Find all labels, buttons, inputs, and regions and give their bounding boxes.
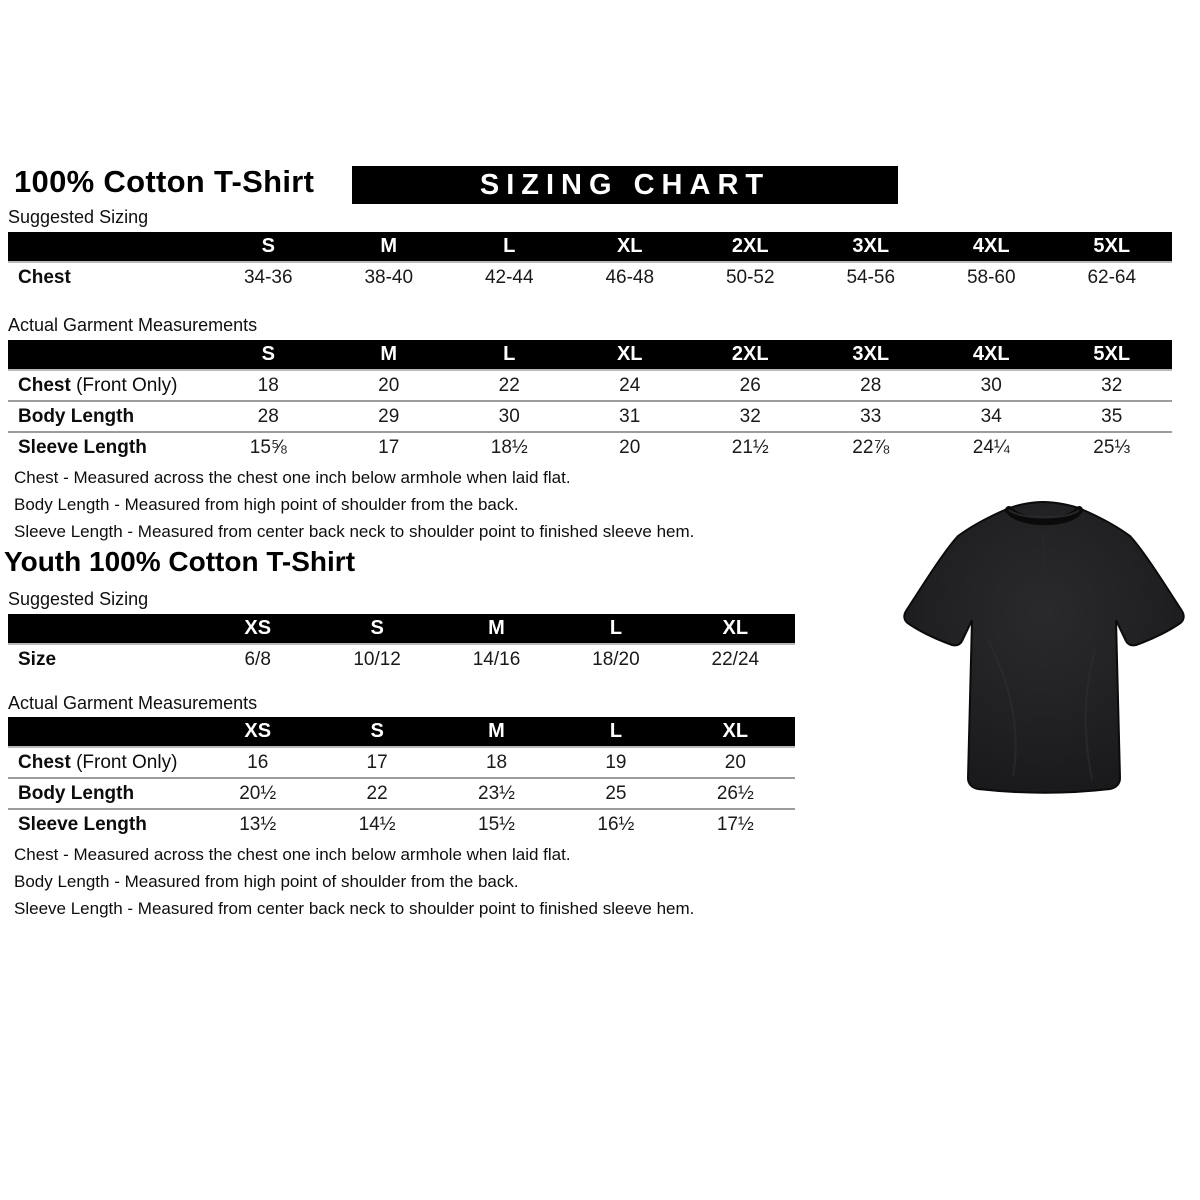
note-line: Chest - Measured across the chest one inch below armhole when laid flat. xyxy=(14,468,571,487)
row-label xyxy=(8,649,198,671)
table-cell: 35 xyxy=(1101,405,1123,427)
adult-suggested-sizing-table xyxy=(8,232,1172,292)
column-header: 2XL xyxy=(731,235,769,257)
table-cell: 34 xyxy=(980,405,1002,427)
note-line: Body Length - Measured from high point of shoulder from the back. xyxy=(14,495,519,514)
table-cell: 32 xyxy=(1101,374,1123,396)
column-header: 4XL xyxy=(972,343,1010,365)
table-row xyxy=(8,777,795,808)
column-header: L xyxy=(609,617,623,639)
table-cell: 24¼ xyxy=(972,436,1010,458)
row-label xyxy=(8,437,208,459)
table-cell: 50-52 xyxy=(725,266,775,288)
adult-actual-measurements-table xyxy=(8,340,1172,462)
table-cell: 19 xyxy=(605,751,627,773)
table-cell: 22 xyxy=(498,374,520,396)
table-cell: 20 xyxy=(378,374,400,396)
row-label-text: Body Length xyxy=(18,782,135,804)
table-cell: 42-44 xyxy=(484,266,534,288)
table-cell: 14/16 xyxy=(472,648,521,670)
table-cell: 30 xyxy=(980,374,1002,396)
column-header: S xyxy=(261,235,275,257)
column-header: 3XL xyxy=(852,235,890,257)
black-tshirt-icon xyxy=(893,490,1193,800)
table-cell: 28 xyxy=(257,405,279,427)
table-cell: 31 xyxy=(619,405,641,427)
youth-title: Youth 100% Cotton T-Shirt xyxy=(4,546,356,577)
row-label-text: Chest xyxy=(18,266,71,288)
table-cell: 21½ xyxy=(731,436,769,458)
row-label-suffix: (Front Only) xyxy=(70,374,178,396)
table-cell: 10/12 xyxy=(353,648,401,670)
youth-measurement-notes xyxy=(14,841,694,922)
column-header: S xyxy=(370,617,384,639)
table-cell: 25⅓ xyxy=(1093,436,1131,458)
row-label-text: Sleeve Length xyxy=(18,436,147,458)
table-cell: 22⅞ xyxy=(852,436,890,458)
table-header-row xyxy=(8,340,1172,371)
column-header: L xyxy=(503,343,516,365)
table-cell: 17½ xyxy=(716,813,754,835)
table-row xyxy=(8,748,795,777)
section-label-suggested-sizing: Suggested Sizing xyxy=(8,589,149,609)
table-cell: 33 xyxy=(860,405,882,427)
column-header: XL xyxy=(722,617,749,639)
table-header-row xyxy=(8,614,795,645)
table-cell: 28 xyxy=(860,374,882,396)
table-cell: 22/24 xyxy=(711,648,760,670)
table-row xyxy=(8,645,795,674)
table-cell: 17 xyxy=(378,436,400,458)
row-label-text: Sleeve Length xyxy=(18,813,147,835)
column-header: 5XL xyxy=(1093,235,1131,257)
table-cell: 25 xyxy=(605,782,627,804)
row-label-text: Size xyxy=(18,648,57,670)
table-row xyxy=(8,400,1172,431)
row-label xyxy=(8,406,208,428)
table-cell: 15½ xyxy=(478,813,515,835)
table-cell: 46-48 xyxy=(605,266,655,288)
section-label-actual-measurements: Actual Garment Measurements xyxy=(8,693,258,713)
table-cell: 32 xyxy=(739,405,761,427)
table-cell: 26½ xyxy=(716,782,754,804)
section-label-actual-measurements: Actual Garment Measurements xyxy=(8,315,258,335)
column-header: 3XL xyxy=(852,343,890,365)
column-header: M xyxy=(380,235,398,257)
table-cell: 14½ xyxy=(358,813,396,835)
row-label xyxy=(8,375,208,397)
column-header: XS xyxy=(244,720,272,742)
table-cell: 20 xyxy=(619,436,641,458)
table-cell: 29 xyxy=(378,405,400,427)
column-header: M xyxy=(488,720,505,742)
table-cell: 38-40 xyxy=(364,266,414,288)
column-header: XS xyxy=(244,617,272,639)
table-cell: 13½ xyxy=(239,813,277,835)
table-cell: 18½ xyxy=(490,436,528,458)
row-label-suffix: (Front Only) xyxy=(70,751,178,773)
youth-suggested-sizing-table xyxy=(8,614,795,674)
table-cell: 6/8 xyxy=(244,648,271,670)
column-header: 4XL xyxy=(972,235,1010,257)
table-row xyxy=(8,371,1172,400)
table-row xyxy=(8,808,795,839)
table-row xyxy=(8,431,1172,462)
column-header: XL xyxy=(722,720,749,742)
row-label xyxy=(8,783,198,805)
adult-measurement-notes xyxy=(14,464,694,545)
note-line: Sleeve Length - Measured from center back neck to shoulder point to finished sleeve hem. xyxy=(14,522,695,541)
column-header: S xyxy=(370,720,384,742)
table-cell: 62-64 xyxy=(1087,266,1137,288)
table-cell: 34-36 xyxy=(243,266,293,288)
tshirt-image xyxy=(893,490,1193,800)
table-header-row xyxy=(8,232,1172,263)
table-cell: 18 xyxy=(257,374,279,396)
table-cell: 30 xyxy=(498,405,520,427)
table-cell: 18 xyxy=(485,751,508,773)
row-label-text: Chest xyxy=(18,751,71,773)
table-cell: 24 xyxy=(619,374,641,396)
table-cell: 16 xyxy=(247,751,269,773)
column-header: 5XL xyxy=(1093,343,1131,365)
table-cell: 20½ xyxy=(239,782,277,804)
column-header: XL xyxy=(616,235,643,257)
table-cell: 22 xyxy=(366,782,388,804)
table-header-row xyxy=(8,717,795,748)
column-header: M xyxy=(488,617,505,639)
table-cell: 54-56 xyxy=(846,266,896,288)
row-label xyxy=(8,267,208,289)
column-header: L xyxy=(609,720,623,742)
column-header: XL xyxy=(616,343,643,365)
row-label-text: Body Length xyxy=(18,405,135,427)
note-line: Chest - Measured across the chest one inch below armhole when laid flat. xyxy=(14,845,571,864)
row-label-text: Chest xyxy=(18,374,71,396)
note-line: Body Length - Measured from high point of shoulder from the back. xyxy=(14,872,519,891)
column-header: S xyxy=(261,343,275,365)
page-title: 100% Cotton T-Shirt xyxy=(14,164,315,199)
section-label-suggested-sizing: Suggested Sizing xyxy=(8,207,149,227)
table-cell: 15⅝ xyxy=(249,436,287,458)
note-line: Sleeve Length - Measured from center back neck to shoulder point to finished sleeve hem. xyxy=(14,899,695,918)
table-cell: 58-60 xyxy=(966,266,1016,288)
row-label xyxy=(8,814,198,836)
table-cell: 16½ xyxy=(597,813,635,835)
table-cell: 26 xyxy=(739,374,761,396)
youth-actual-measurements-table xyxy=(8,717,795,839)
table-row xyxy=(8,263,1172,292)
column-header: 2XL xyxy=(731,343,769,365)
row-label xyxy=(8,752,198,774)
table-cell: 23½ xyxy=(478,782,515,804)
table-cell: 20 xyxy=(724,751,746,773)
column-header: L xyxy=(503,235,516,257)
table-cell: 18/20 xyxy=(592,648,640,670)
column-header: M xyxy=(380,343,398,365)
sizing-chart-banner: SIZING CHART xyxy=(352,166,898,204)
table-cell: 17 xyxy=(366,751,388,773)
